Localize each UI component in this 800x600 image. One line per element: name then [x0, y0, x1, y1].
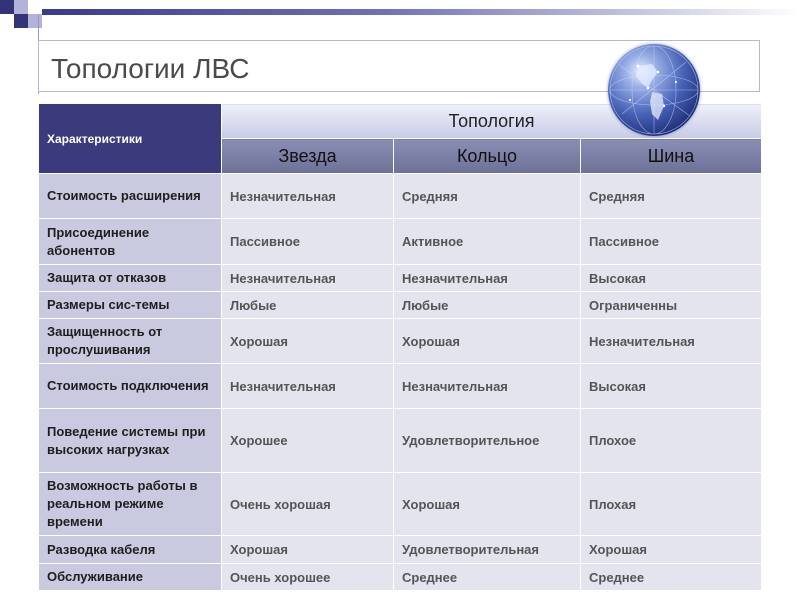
row-label: Стоимость подключения — [39, 364, 222, 409]
cell-bus: Высокая — [581, 265, 762, 292]
table-row — [39, 536, 762, 564]
row-label: Размеры сис-темы — [39, 292, 222, 319]
cell-ring: Удовлетворительная — [394, 536, 581, 564]
cell-star: Незначительная — [222, 364, 394, 409]
topology-table — [38, 103, 762, 591]
header-star: Звезда — [222, 139, 394, 174]
cell-ring: Удовлетворительное — [394, 409, 581, 473]
cell-bus: Средняя — [581, 174, 762, 219]
table-row — [39, 364, 762, 409]
decor-square — [14, 14, 28, 28]
table-row — [39, 174, 762, 219]
decor-square — [14, 0, 28, 14]
cell-star: Пассивное — [222, 219, 394, 265]
table-row — [39, 409, 762, 473]
table-row — [39, 265, 762, 292]
table-row — [39, 564, 762, 591]
cell-star: Хорошая — [222, 536, 394, 564]
cell-star: Хорошее — [222, 409, 394, 473]
cell-ring: Активное — [394, 219, 581, 265]
row-label: Возможность работы в реальном режиме времени — [39, 473, 222, 536]
cell-bus: Плохая — [581, 473, 762, 536]
decor-square — [0, 0, 14, 14]
table-row — [39, 473, 762, 536]
row-label: Разводка кабеля — [39, 536, 222, 564]
row-label: Поведение системы при высоких нагрузках — [39, 409, 222, 473]
cell-bus: Высокая — [581, 364, 762, 409]
cell-star: Хорошая — [222, 319, 394, 364]
cell-star: Очень хорошая — [222, 473, 394, 536]
cell-star: Незначительная — [222, 174, 394, 219]
table-row — [39, 219, 762, 265]
row-label: Присоединение абонентов — [39, 219, 222, 265]
table-row — [39, 319, 762, 364]
cell-ring: Любые — [394, 292, 581, 319]
header-bus: Шина — [581, 139, 762, 174]
cell-bus: Незначительная — [581, 319, 762, 364]
cell-bus: Среднее — [581, 564, 762, 591]
cell-ring: Хорошая — [394, 319, 581, 364]
header-topology: Топология — [222, 104, 762, 139]
cell-ring: Средняя — [394, 174, 581, 219]
page-title: Топологии ЛВС — [51, 53, 250, 84]
cell-bus: Хорошая — [581, 536, 762, 564]
row-label: Стоимость расширения — [39, 174, 222, 219]
cell-star: Очень хорошее — [222, 564, 394, 591]
cell-star: Любые — [222, 292, 394, 319]
decor-square — [28, 14, 42, 28]
header-characteristics: Характеристики — [39, 104, 222, 174]
decor-top-bar — [42, 9, 800, 15]
cell-star: Незначительная — [222, 265, 394, 292]
cell-bus: Пассивное — [581, 219, 762, 265]
cell-ring: Незначительная — [394, 265, 581, 292]
cell-ring: Хорошая — [394, 473, 581, 536]
table-row — [39, 292, 762, 319]
row-label: Защищенность от прослушивания — [39, 319, 222, 364]
cell-ring: Незначительная — [394, 364, 581, 409]
globe-icon — [608, 44, 700, 136]
cell-bus: Ограниченны — [581, 292, 762, 319]
row-label: Защита от отказов — [39, 265, 222, 292]
cell-ring: Среднее — [394, 564, 581, 591]
header-ring: Кольцо — [394, 139, 581, 174]
row-label: Обслуживание — [39, 564, 222, 591]
cell-bus: Плохое — [581, 409, 762, 473]
